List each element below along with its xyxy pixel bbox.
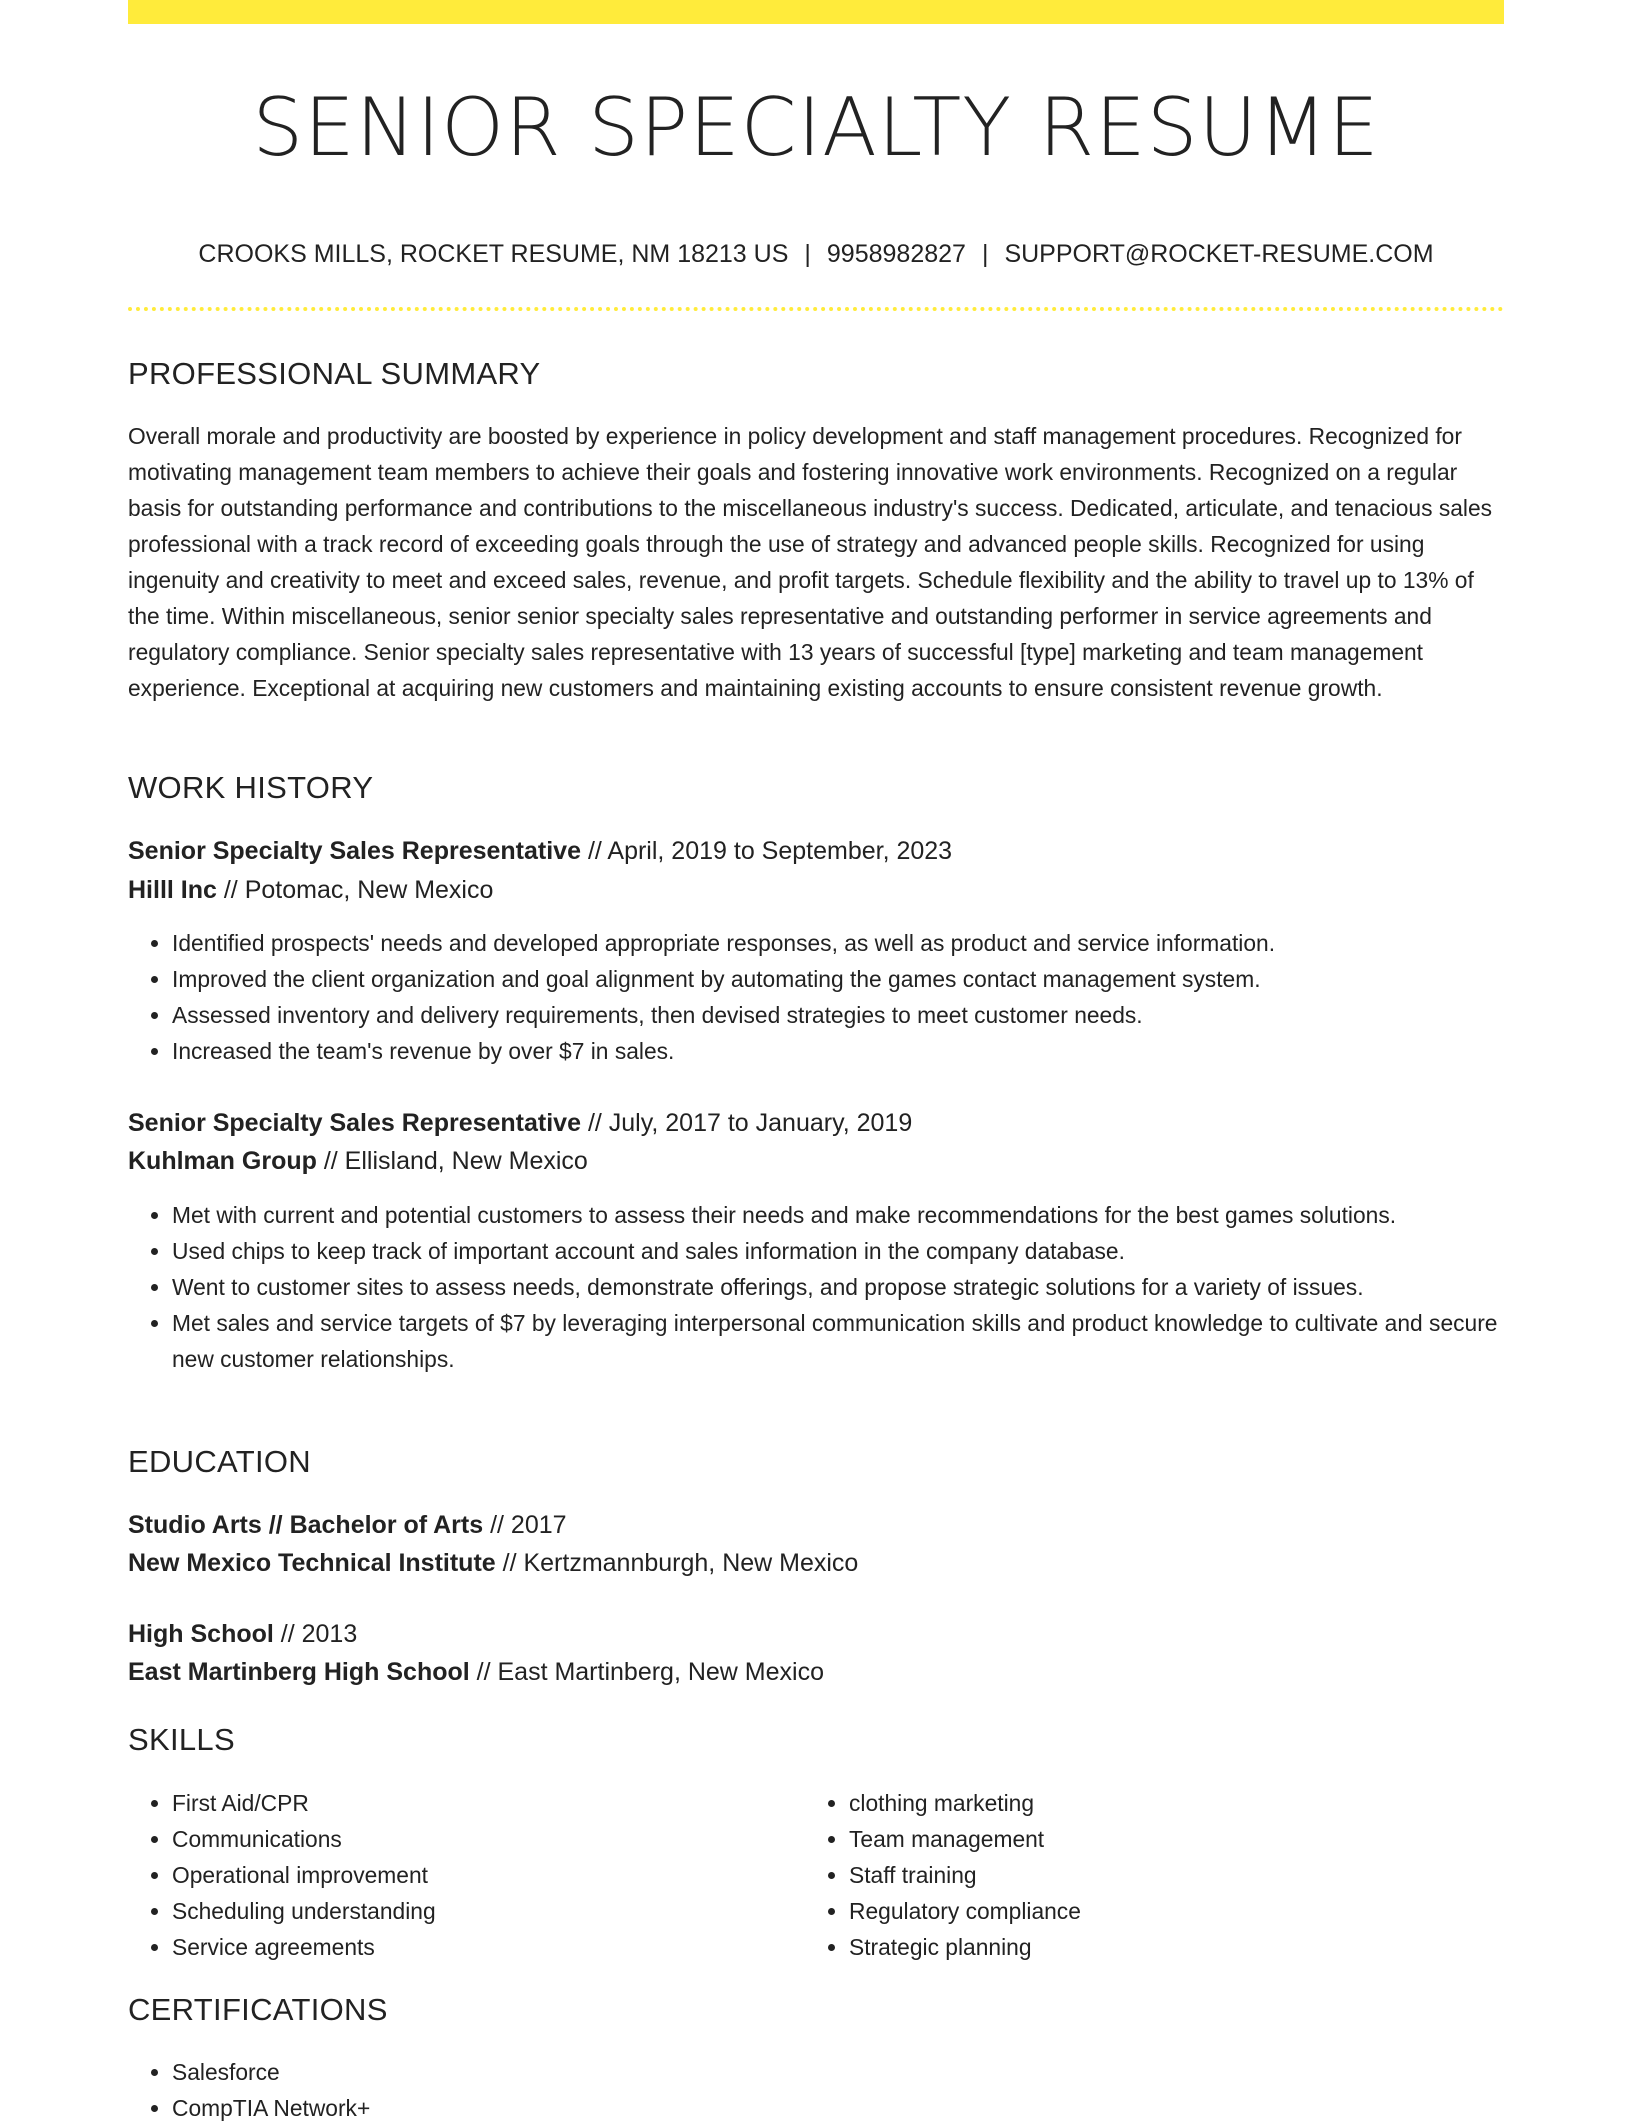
header-divider: [128, 307, 1504, 311]
job-title-line: [128, 832, 952, 870]
skills-heading: SKILLS: [128, 1722, 235, 1757]
education-school-line: [128, 1544, 858, 1582]
work-history-heading: WORK HISTORY: [128, 770, 374, 805]
contact-email[interactable]: SUPPORT@ROCKET-RESUME.COM: [1004, 240, 1434, 268]
skill-item: • First Aid/CPR: [172, 1785, 1504, 1821]
list-item: • Went to customer sites to assess needs, demonstrate offerings, and propose strategic solutions for a variety of issues.: [172, 1269, 1504, 1305]
skill-item: • Team management: [849, 1821, 1632, 1857]
skill-item: • Scheduling understanding: [172, 1893, 1504, 1929]
list-item: • Met sales and service targets of $7 by leveraging interpersonal communication skills and product knowledge to cultivate and secure new customer relationships.: [172, 1305, 1504, 1377]
education-school-line: [128, 1653, 824, 1691]
list-item: • Improved the client organization and goal alignment by automating the games contact management system.: [172, 961, 1504, 997]
education-degree-line: [128, 1615, 357, 1653]
education-school: East Martinberg High School: [128, 1658, 470, 1686]
job-dates: // April, 2019 to September, 2023: [581, 837, 953, 865]
education-year: // 2017: [483, 1511, 567, 1539]
contact-separator: |: [981, 240, 989, 268]
contact-phone[interactable]: 9958982827: [826, 240, 966, 268]
education-degree: High School: [128, 1620, 274, 1648]
certifications-heading: CERTIFICATIONS: [128, 1992, 388, 2027]
certifications-list: [128, 2054, 1504, 2126]
summary-heading: PROFESSIONAL SUMMARY: [128, 356, 541, 391]
list-item: • Identified prospects' needs and developed appropriate responses, as well as product and service information.: [172, 925, 1504, 961]
education-degree: Studio Arts // Bachelor of Arts: [128, 1511, 484, 1539]
job-company-line: [128, 871, 493, 909]
contact-separator: |: [804, 240, 811, 268]
contact-line: [128, 236, 1504, 272]
skill-item: • Regulatory compliance: [849, 1893, 1632, 1929]
education-school: New Mexico Technical Institute: [128, 1549, 496, 1577]
job-bullets: [128, 1197, 1504, 1377]
education-year: // 2013: [273, 1620, 358, 1648]
job-company: Hilll Inc: [128, 876, 217, 904]
education-degree-line: [128, 1506, 567, 1544]
education-location: // Kertzmannburgh, New Mexico: [495, 1549, 859, 1577]
top-accent-bar: [128, 0, 1504, 24]
contact-address: CROOKS MILLS, ROCKET RESUME, NM 18213 US: [198, 240, 789, 268]
skill-item: • Strategic planning: [849, 1929, 1632, 1965]
skill-item: • clothing marketing: [849, 1785, 1632, 1821]
job-location: // Potomac, New Mexico: [216, 876, 494, 904]
job-bullets: [128, 925, 1504, 1069]
job-company-line: [128, 1142, 588, 1180]
skills-list-right: [805, 1785, 1632, 1965]
summary-text: Overall morale and productivity are boosted by experience in policy development and staff management procedures. Recognized for motivating management team members to achieve their goals and fostering innovative work environments. Recognized on a regular basis for outstanding performance and contributions to the miscellaneous industry's success. Dedicated, articulate, and tenacious sales professional with a track record of exceeding goals through the use of strategy and advanced people skills. Recognized for using ingenuity and creativity to meet and exceed sales, revenue, and profit targets. Schedule flexibility and the ability to travel up to 13% of the time. Within miscellaneous, senior senior specialty sales representative and outstanding performer in service agreements and regulatory compliance. Senior specialty sales representative with 13 years of successful [type] marketing and team management experience. Exceptional at acquiring new customers and maintaining existing accounts to ensure consistent revenue growth.: [128, 423, 1493, 701]
list-item: • Increased the team's revenue by over $7 in sales.: [172, 1033, 1504, 1069]
list-item: • Used chips to keep track of important account and sales information in the company database.: [172, 1233, 1504, 1269]
skill-item: • Operational improvement: [172, 1857, 1504, 1893]
job-title: Senior Specialty Sales Representative: [128, 837, 581, 865]
certification-item: • Salesforce: [172, 2054, 1504, 2090]
job-dates: // July, 2017 to January, 2019: [581, 1109, 913, 1137]
resume-page: [128, 0, 1504, 2121]
skill-item: • Staff training: [849, 1857, 1632, 1893]
skill-item: • Service agreements: [172, 1929, 1504, 1965]
certification-item: • CompTIA Network+: [172, 2090, 1504, 2126]
job-title-line: [128, 1104, 912, 1142]
job-title: Senior Specialty Sales Representative: [128, 1109, 581, 1137]
job-location: // Ellisland, New Mexico: [316, 1147, 588, 1175]
job-company: Kuhlman Group: [128, 1147, 317, 1175]
education-heading: EDUCATION: [128, 1444, 311, 1479]
resume-title: SENIOR SPECIALTY RESUME: [252, 81, 1380, 174]
list-item: • Assessed inventory and delivery requirements, then devised strategies to meet customer needs.: [172, 997, 1504, 1033]
list-item: • Met with current and potential customers to assess their needs and make recommendations for the best games solutions.: [172, 1197, 1504, 1233]
skill-item: • Communications: [172, 1821, 1504, 1857]
education-location: // East Martinberg, New Mexico: [469, 1658, 824, 1686]
